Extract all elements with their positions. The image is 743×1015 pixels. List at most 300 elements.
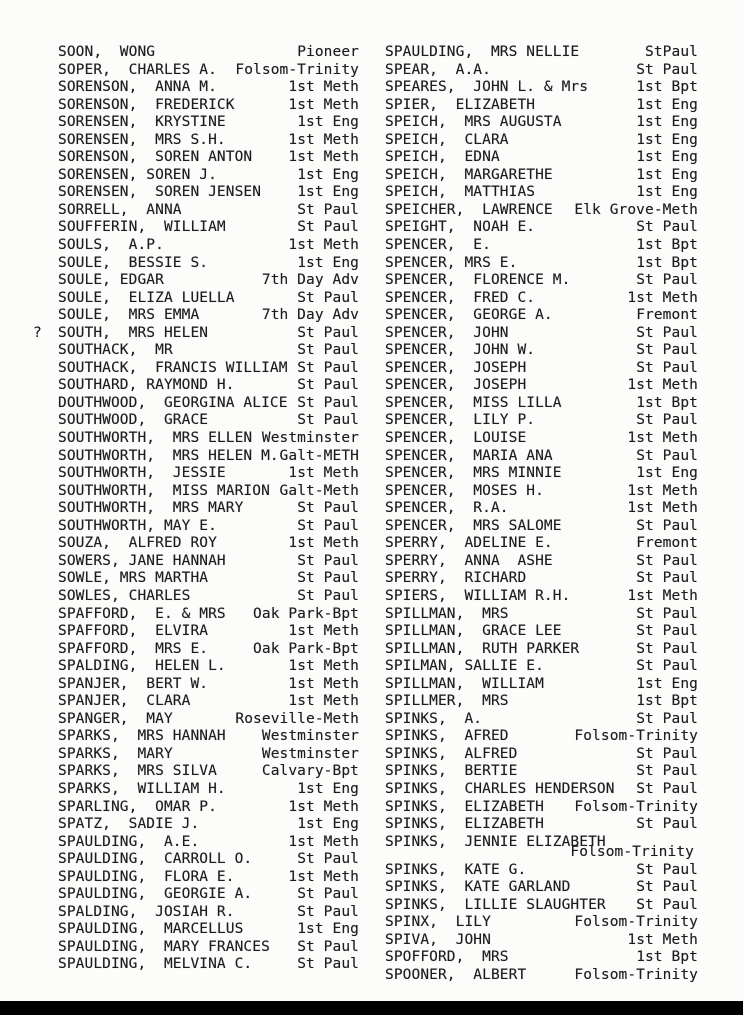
list-item	[385, 202, 698, 220]
entry-church: Westminster	[261, 728, 359, 745]
entry-church: 1st Meth	[288, 675, 359, 692]
list-item	[385, 553, 698, 571]
entry-church: 1st Meth	[288, 465, 359, 482]
list-item	[58, 816, 359, 834]
entry-church: St Paul	[636, 447, 698, 464]
entry-church: 1st Eng	[636, 166, 698, 183]
list-item	[385, 237, 698, 255]
entry-name: SPERRY, RICHARD	[385, 570, 527, 587]
entry-church: St Paul	[636, 605, 698, 622]
entry-church: St Paul	[636, 745, 698, 762]
list-item	[385, 465, 698, 483]
entry-name: SPINKS, JENNIE ELIZABETH	[385, 833, 606, 850]
entry-church: St Paul	[636, 412, 698, 429]
entry-name: SPENCER, GEORGE A.	[385, 307, 553, 324]
entry-name: SPANJER, BERT W.	[58, 675, 209, 692]
entry-name: SOULE, ELIZA LUELLA	[58, 289, 235, 306]
list-item	[58, 149, 359, 167]
entry-name: SPANGER, MAY	[58, 710, 173, 727]
entry-church: 1st Meth	[627, 482, 698, 499]
list-item	[385, 816, 698, 834]
entry-church: 1st Meth	[627, 500, 698, 517]
entry-name: SPENCER, MRS E.	[385, 254, 518, 271]
entry-name: SPENCER, MARIA ANA	[385, 447, 553, 464]
list-item	[58, 746, 359, 764]
entry-name: SPAULDING, A.E.	[58, 833, 200, 850]
list-item	[385, 167, 698, 185]
directory-column-left	[33, 44, 359, 974]
entry-name: SPINKS, KATE G.	[385, 861, 527, 878]
directory-column-right	[385, 44, 698, 985]
list-item	[385, 728, 698, 746]
entry-name: SPEICH, MARGARETHE	[385, 166, 553, 183]
list-item	[385, 430, 698, 448]
list-item	[58, 869, 359, 887]
entry-name: SPAULDING, CARROLL O.	[58, 851, 253, 868]
entry-name: SPEICH, MATTHIAS	[385, 184, 536, 201]
entry-church: St Paul	[297, 412, 359, 429]
entry-name: SPENCER, MRS SALOME	[385, 517, 562, 534]
entry-church: 1st Meth	[288, 833, 359, 850]
entry-name: DOUTHWOOD, GEORGINA ALICE	[58, 394, 288, 411]
entry-church: St Paul	[636, 359, 698, 376]
entry-name: SPATZ, SADIE J.	[58, 816, 200, 833]
entry-name: SPINX, LILY	[385, 914, 491, 931]
entry-church: St Paul	[297, 587, 359, 604]
entry-name: SPINKS, CHARLES HENDERSON	[385, 780, 615, 797]
entry-name: SOWLES, CHARLES	[58, 587, 191, 604]
entry-church: St Paul	[297, 219, 359, 236]
entry-name: SPINKS, ELIZABETH	[385, 816, 544, 833]
list-item	[58, 799, 359, 817]
entry-church: Galt-METH	[279, 447, 359, 464]
entry-name: SPENCER, R.A.	[385, 500, 509, 517]
entry-church: St Paul	[297, 851, 359, 868]
entry-name: SPAFFORD, MRS E.	[58, 640, 209, 657]
entry-name: SOUTHWOOD, GRACE	[58, 412, 209, 429]
entry-name: SPEICH, CLARA	[385, 131, 509, 148]
entry-name: SPAULDING, MARY FRANCES	[58, 938, 270, 955]
entry-church: 1st Meth	[627, 377, 698, 394]
entry-name: SPENCER, LILY P.	[385, 412, 536, 429]
entry-church: Folsom-Trinity	[574, 728, 698, 745]
list-item	[58, 535, 359, 553]
entry-name: SORENSON, FREDERICK	[58, 96, 235, 113]
list-item	[58, 114, 359, 132]
list-item	[58, 79, 359, 97]
entry-name: SPENCER, JOHN	[385, 324, 509, 341]
entry-church: St Paul	[297, 886, 359, 903]
entry-name: SOUTHACK, FRANCIS WILLIAM	[58, 359, 288, 376]
entry-church: St Paul	[297, 394, 359, 411]
entry-church: St Paul	[297, 570, 359, 587]
entry-church: 1st Meth	[288, 868, 359, 885]
entry-name: SPARKS, WILLIAM H.	[58, 780, 226, 797]
entry-name: SPILLMAN, MRS	[385, 605, 509, 622]
entry-name: SPENCER, FRED C.	[385, 289, 536, 306]
list-item	[385, 307, 698, 325]
entry-church: Fremont	[636, 307, 698, 324]
entry-church: Pioneer	[297, 44, 359, 60]
list-item	[385, 967, 698, 985]
entry-name: SOWERS, JANE HANNAH	[58, 552, 226, 569]
list-item	[385, 879, 698, 897]
entry-name: SPARKS, MRS SILVA	[58, 763, 217, 780]
list-item	[58, 483, 359, 501]
entry-name: SPOFFORD, MRS	[385, 949, 509, 966]
entry-church: Folsom-Trinity	[574, 914, 698, 931]
entry-church: St Paul	[297, 342, 359, 359]
entry-church: St Paul	[297, 359, 359, 376]
list-item	[58, 939, 359, 957]
list-item	[385, 272, 698, 290]
entry-church: St Paul	[297, 324, 359, 341]
entry-name: SOWLE, MRS MARTHA	[58, 570, 209, 587]
entry-church: 1st Eng	[636, 131, 698, 148]
list-item	[58, 290, 359, 308]
list-item	[58, 237, 359, 255]
entry-name: SORENSEN, KRYSTINE	[58, 114, 226, 131]
entry-name: SPEICH, MRS AUGUSTA	[385, 114, 562, 131]
entry-church: Galt-Meth	[279, 482, 359, 499]
entry-name: SPEARES, JOHN L. & Mrs	[385, 79, 589, 96]
entry-name: SPILLMAN, WILLIAM	[385, 675, 544, 692]
entry-church-wrapped: Folsom-Trinity	[570, 844, 694, 861]
list-item	[58, 202, 359, 220]
list-item	[385, 570, 698, 588]
entry-church: 1st Eng	[297, 166, 359, 183]
list-item	[58, 167, 359, 185]
list-item	[58, 956, 359, 974]
list-item	[58, 448, 359, 466]
entry-church: 1st Eng	[636, 465, 698, 482]
entry-church: 1st Eng	[636, 149, 698, 166]
entry-church: 1st Meth	[288, 798, 359, 815]
entry-church: St Paul	[297, 956, 359, 973]
entry-name: SPAULDING, FLORA E.	[58, 868, 235, 885]
entry-church: Fremont	[636, 535, 698, 552]
entry-church: St Paul	[636, 780, 698, 797]
list-item	[385, 781, 698, 799]
entry-church: 1st Bpt	[636, 693, 698, 710]
entry-name: SOULE, BESSIE S.	[58, 254, 209, 271]
entry-name: SOULE, MRS EMMA	[58, 307, 200, 324]
entry-church: 7th Day Adv	[261, 307, 359, 324]
entry-church: St Paul	[636, 552, 698, 569]
entry-name: SPAULDING, GEORGIE A.	[58, 886, 253, 903]
entry-church: StPaul	[645, 44, 698, 60]
entry-church: St Paul	[636, 219, 698, 236]
list-item	[385, 448, 698, 466]
list-item	[58, 834, 359, 852]
entry-name: SORENSON, ANNA M.	[58, 79, 217, 96]
entry-church: 1st Meth	[288, 535, 359, 552]
entry-name: SPINKS, A.	[385, 710, 483, 727]
list-item	[385, 219, 698, 237]
entry-church: 1st Meth	[288, 149, 359, 166]
list-item	[385, 412, 698, 430]
list-item	[385, 377, 698, 395]
entry-church: St Paul	[636, 623, 698, 640]
entry-church: 1st Eng	[297, 114, 359, 131]
list-item	[385, 79, 698, 97]
list-item	[58, 728, 359, 746]
list-item	[385, 588, 698, 606]
entry-church: St Paul	[636, 763, 698, 780]
entry-church: Folsom-Trinity	[574, 798, 698, 815]
entry-church: Elk Grove-Meth	[574, 201, 698, 218]
list-item	[58, 500, 359, 518]
entry-church: 1st Eng	[297, 816, 359, 833]
list-item	[58, 781, 359, 799]
list-item	[385, 483, 698, 501]
entry-name: SPENCER, MOSES H.	[385, 482, 544, 499]
scan-edge-bar	[0, 1001, 743, 1015]
entry-church: St Paul	[636, 342, 698, 359]
entry-name: SPERRY, ANNA ASHE	[385, 552, 553, 569]
list-item	[385, 518, 698, 536]
entry-name: SPILMAN, SALLIE E.	[385, 658, 544, 675]
entry-name: SOUTHACK, MR	[58, 342, 173, 359]
entry-name: SOUTHWORTH, MISS MARION	[58, 482, 270, 499]
entry-church: St Paul	[636, 879, 698, 896]
entry-church: 1st Eng	[636, 96, 698, 113]
entry-name: SPIERS, WILLIAM R.H.	[385, 587, 571, 604]
entry-church: St Paul	[297, 500, 359, 517]
list-item	[385, 325, 698, 343]
list-item	[58, 377, 359, 395]
list-item	[58, 641, 359, 659]
list-item	[58, 342, 359, 360]
list-item	[58, 676, 359, 694]
entry-name: SPAFFORD, ELVIRA	[58, 623, 209, 640]
entry-name: SPARKS, MRS HANNAH	[58, 728, 226, 745]
entry-church: 7th Day Adv	[261, 272, 359, 289]
list-item	[385, 711, 698, 729]
list-item	[58, 921, 359, 939]
entry-church: St Paul	[297, 201, 359, 218]
entry-name: SPENCER, JOSEPH	[385, 377, 527, 394]
entry-church: 1st Eng	[297, 921, 359, 938]
entry-name: SPENCER, E.	[385, 237, 491, 254]
entry-name: SPINKS, AFRED	[385, 728, 509, 745]
list-item	[385, 949, 698, 967]
list-item	[385, 132, 698, 150]
list-item	[385, 360, 698, 378]
list-item	[385, 799, 698, 817]
entry-name: SPANJER, CLARA	[58, 693, 191, 710]
list-item	[58, 219, 359, 237]
list-item	[385, 641, 698, 659]
entry-church: St Paul	[636, 861, 698, 878]
entry-name: SOUZA, ALFRED ROY	[58, 535, 217, 552]
entry-name: SOUTHARD, RAYMOND H.	[58, 377, 235, 394]
list-item	[58, 658, 359, 676]
list-item	[33, 324, 359, 343]
entry-church: St Paul	[636, 517, 698, 534]
list-item	[58, 886, 359, 904]
entry-church: Folsom-Trinity	[235, 61, 359, 78]
list-item	[385, 897, 698, 915]
entry-name: SPIVA, JOHN	[385, 931, 491, 948]
entry-church: 1st Meth	[288, 693, 359, 710]
list-item	[58, 44, 359, 62]
entry-name: SPALDING, HELEN L.	[58, 658, 226, 675]
entry-church: 1st Eng	[297, 254, 359, 271]
list-item	[58, 904, 359, 922]
entry-name: SPENCER, MRS MINNIE	[385, 465, 562, 482]
entry-church: St Paul	[297, 289, 359, 306]
entry-name: SOUTHWORTH, MAY E.	[58, 517, 217, 534]
entry-church: 1st Meth	[627, 289, 698, 306]
entry-church: St Paul	[636, 896, 698, 913]
entry-church: St Paul	[297, 938, 359, 955]
entry-church: 1st Bpt	[636, 79, 698, 96]
list-item	[58, 307, 359, 325]
entry-name: SPINKS, KATE GARLAND	[385, 879, 571, 896]
list-item	[385, 342, 698, 360]
entry-church: Westminster	[261, 430, 359, 447]
entry-church: 1st Meth	[288, 131, 359, 148]
list-item	[385, 44, 698, 62]
list-item	[58, 693, 359, 711]
entry-name: SPEICH, EDNA	[385, 149, 500, 166]
entry-church: Roseville-Meth	[235, 710, 359, 727]
entry-name: SOUTHWORTH, JESSIE	[58, 465, 226, 482]
entry-church: 1st Meth	[288, 237, 359, 254]
list-item	[58, 272, 359, 290]
entry-church: Oak Park-Bpt	[253, 640, 359, 657]
entry-name: SPAULDING, MARCELLUS	[58, 921, 244, 938]
entry-name: SOULS, A.P.	[58, 237, 164, 254]
list-item	[58, 97, 359, 115]
entry-name: SORENSEN, SOREN JENSEN	[58, 184, 262, 201]
entry-name: SPENCER, JOHN W.	[385, 342, 536, 359]
entry-name: SPEICHER, LAWRENCE	[385, 201, 553, 218]
entry-name: SOPER, CHARLES A.	[58, 61, 217, 78]
list-item	[385, 862, 698, 880]
entry-church: 1st Bpt	[636, 394, 698, 411]
entry-name: SPOONER, ALBERT	[385, 966, 527, 983]
entry-name: SPENCER, MISS LILLA	[385, 394, 562, 411]
list-item	[385, 97, 698, 115]
entry-name: SOON, WONG	[58, 44, 156, 60]
entry-name: SOUFFERIN, WILLIAM	[58, 219, 226, 236]
entry-church: 1st Bpt	[636, 949, 698, 966]
list-item	[58, 255, 359, 273]
entry-name: SOUTHWORTH, MRS MARY	[58, 500, 244, 517]
entry-church: 1st Meth	[288, 658, 359, 675]
list-item	[385, 763, 698, 781]
entry-church: Westminster	[261, 745, 359, 762]
list-item	[58, 588, 359, 606]
entry-church: 1st Meth	[627, 587, 698, 604]
list-item	[385, 395, 698, 413]
entry-name: SPENCER, FLORENCE M.	[385, 272, 571, 289]
list-item	[385, 693, 698, 711]
list-item	[58, 430, 359, 448]
list-item	[385, 500, 698, 518]
list-item	[58, 553, 359, 571]
list-item	[385, 114, 698, 132]
list-item	[385, 914, 698, 932]
entry-church: St Paul	[636, 61, 698, 78]
entry-church: St Paul	[297, 903, 359, 920]
list-item	[385, 932, 698, 950]
entry-church: 1st Eng	[636, 114, 698, 131]
entry-church: 1st Eng	[297, 780, 359, 797]
entry-name: SPALDING, JOSIAH R.	[58, 903, 235, 920]
entry-church: 1st Bpt	[636, 254, 698, 271]
list-item	[385, 606, 698, 624]
list-item	[385, 623, 698, 641]
entry-name: SOULE, EDGAR	[58, 272, 164, 289]
list-item	[58, 412, 359, 430]
list-item	[58, 763, 359, 781]
entry-name: SPEAR, A.A.	[385, 61, 491, 78]
list-item	[385, 834, 698, 852]
entry-church: 1st Meth	[288, 623, 359, 640]
list-item	[58, 62, 359, 80]
entry-church: 1st Meth	[288, 79, 359, 96]
entry-church: Oak Park-Bpt	[253, 605, 359, 622]
entry-name: SPARLING, OMAR P.	[58, 798, 217, 815]
entry-name: SPINKS, ALFRED	[385, 745, 518, 762]
entry-name: SPERRY, ADELINE E.	[385, 535, 553, 552]
entry-church: St Paul	[297, 552, 359, 569]
entry-church: St Paul	[636, 324, 698, 341]
list-item	[58, 851, 359, 869]
entry-name: SPAULDING, MELVINA C.	[58, 956, 253, 973]
entry-name: SORENSON, SOREN ANTON	[58, 149, 253, 166]
list-item	[385, 62, 698, 80]
entry-name: SOUTH, MRS HELEN	[58, 324, 209, 341]
entry-name: SPAULDING, MRS NELLIE	[385, 44, 580, 60]
entry-name: SPIER, ELIZABETH	[385, 96, 536, 113]
entry-church: 1st Meth	[627, 931, 698, 948]
list-item	[58, 570, 359, 588]
entry-name: SPINKS, ELIZABETH	[385, 798, 544, 815]
entry-name: SOUTHWORTH, MRS ELLEN	[58, 430, 253, 447]
list-item	[58, 465, 359, 483]
list-item	[385, 676, 698, 694]
entry-church: 1st Bpt	[636, 237, 698, 254]
list-item	[58, 184, 359, 202]
entry-church: St Paul	[636, 658, 698, 675]
entry-name: SPENCER, JOSEPH	[385, 359, 527, 376]
entry-church: St Paul	[636, 816, 698, 833]
entry-name: SPEIGHT, NOAH E.	[385, 219, 536, 236]
entry-name: SORRELL, ANNA	[58, 201, 182, 218]
entry-church: St Paul	[636, 710, 698, 727]
entry-church: St Paul	[636, 570, 698, 587]
list-item	[58, 623, 359, 641]
entry-church: Calvary-Bpt	[261, 763, 359, 780]
entry-name: SORENSEN, SOREN J.	[58, 166, 217, 183]
entry-name: SPAFFORD, E. & MRS	[58, 605, 226, 622]
list-item	[385, 255, 698, 273]
entry-church: Folsom-Trinity	[574, 966, 698, 983]
entry-church: St Paul	[297, 517, 359, 534]
list-item	[385, 746, 698, 764]
entry-church: 1st Eng	[297, 184, 359, 201]
list-item	[58, 360, 359, 378]
list-item	[385, 658, 698, 676]
list-item	[385, 149, 698, 167]
entry-name: SPILLMAN, RUTH PARKER	[385, 640, 580, 657]
entry-church: St Paul	[297, 377, 359, 394]
list-item	[385, 535, 698, 553]
